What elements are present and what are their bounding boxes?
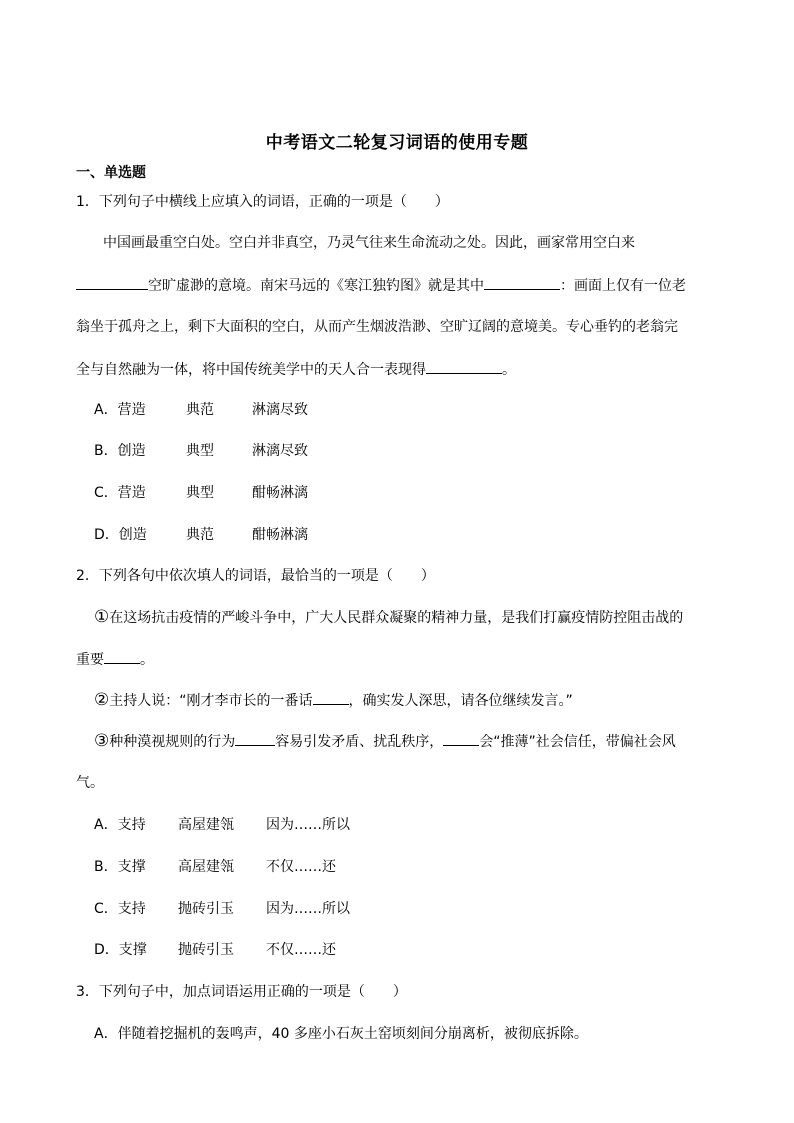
- q1-option-a-word2: 典范: [186, 402, 214, 418]
- page-title: 中考语文二轮复习词语的使用专题: [265, 133, 529, 153]
- q2-option-c-word2: 抛砖引玉: [178, 901, 234, 917]
- q1-passage-line-2: [76, 275, 686, 296]
- q2-option-b-word3: 不仅……还: [266, 859, 336, 875]
- q2-option-d-word2: 抛砖引玉: [178, 942, 234, 958]
- q1-option-a-word3: 淋漓尽致: [252, 402, 308, 418]
- q2-option-b-word2: 高屋建瓴: [178, 859, 234, 875]
- circled-number-3: ③: [94, 731, 110, 751]
- q1-passage-text: 全与自然融为一体，将中国传统美学中的天人合一表现得: [76, 362, 426, 378]
- q1-option-b-word3: 淋漓尽致: [252, 443, 308, 459]
- q2-sentence-text: 。: [140, 652, 154, 668]
- q2-sentence-text: 在这场抗击疫情的严峻斗争中，广大人民群众凝聚的精神力量，是我们打赢疫情防控阻击战的: [109, 610, 684, 626]
- fill-blank: [76, 275, 148, 290]
- question-3-stem: 3．下列句子中，加点词语运用正确的一项是（ ）: [76, 984, 407, 1000]
- q1-option-c-word3: 酣畅淋漓: [252, 485, 308, 501]
- q2-sentence-text: 会“推薄”社会信任，带偏社会风: [479, 734, 676, 750]
- q1-passage-text: 。: [502, 362, 516, 378]
- question-1-stem: 1．下列句子中横线上应填入的词语，正确的一项是（ ）: [76, 194, 449, 210]
- q1-passage-line-1: 中国画最重空白处。空白并非真空，乃灵气往来生命流动之处。因此，画家常用空白来: [103, 235, 635, 251]
- q2-sentence-3: [94, 731, 676, 752]
- fill-blank: [443, 731, 479, 746]
- q2-option-b-key: B．支撑: [94, 859, 146, 875]
- q2-option-a-word2: 高屋建瓴: [178, 817, 234, 833]
- q1-option-c-word2: 典型: [186, 485, 214, 501]
- q1-option-a-key: A．营造: [94, 402, 146, 418]
- q2-option-a-key: A．支持: [94, 817, 146, 833]
- q1-option-c-key: C．营造: [94, 485, 146, 501]
- q2-option-c-word3: 因为……所以: [266, 901, 350, 917]
- circled-number-2: ②: [94, 690, 110, 710]
- q1-option-d-key: D．创造: [94, 527, 147, 543]
- q1-passage-line-3: 翁坐于孤舟之上，剩下大面积的空白，从而产生烟波浩渺、空旷辽阔的意境美。专心垂钓的老翁完: [76, 319, 678, 335]
- fill-blank: [235, 731, 275, 746]
- q2-sentence-text: 重要: [76, 652, 104, 668]
- question-2-stem: 2．下列各句中依次填人的词语，最恰当的一项是（ ）: [76, 568, 435, 584]
- q2-sentence-text: ，确实发人深思，请各位继续发言。”: [348, 693, 573, 709]
- q2-option-d-word3: 不仅……还: [266, 942, 336, 958]
- q1-option-d-word2: 典范: [186, 527, 214, 543]
- q2-option-d-key: D．支撑: [94, 942, 147, 958]
- q2-sentence-text: 容易引发矛盾、扰乱秩序，: [275, 734, 444, 750]
- section-heading: 一、单选题: [76, 165, 146, 181]
- q3-option-a: A．伴随着挖掘机的轰鸣声，40 多座小石灰土窑顷刻间分崩离析，被彻底拆除。: [94, 1026, 588, 1042]
- q1-passage-text: 空旷虚渺的意境。南宋马远的《寒江独钓图》就是其中: [148, 278, 484, 294]
- circled-number-1: ①: [94, 607, 110, 627]
- q1-option-b-key: B．创造: [94, 443, 146, 459]
- q2-sentence-text: 种种漠视规则的行为: [109, 734, 236, 750]
- fill-blank: [104, 649, 140, 664]
- q2-sentence-1-cont: [76, 649, 154, 670]
- q1-option-d-word3: 酣畅淋漓: [252, 527, 308, 543]
- fill-blank: [426, 359, 502, 374]
- q2-sentence-3-cont: 气。: [76, 775, 104, 791]
- q2-sentence-2: [94, 690, 573, 711]
- q1-passage-line-4: [76, 359, 516, 380]
- fill-blank: [484, 275, 560, 290]
- q2-sentence-text: 主持人说：“刚才李市长的一番话: [109, 693, 313, 709]
- q1-passage-text: ：画面上仅有一位老: [560, 278, 686, 294]
- q1-option-b-word2: 典型: [186, 443, 214, 459]
- q2-option-a-word3: 因为……所以: [266, 817, 350, 833]
- q2-option-c-key: C．支持: [94, 901, 146, 917]
- fill-blank: [313, 690, 349, 705]
- q2-sentence-1: [94, 607, 683, 628]
